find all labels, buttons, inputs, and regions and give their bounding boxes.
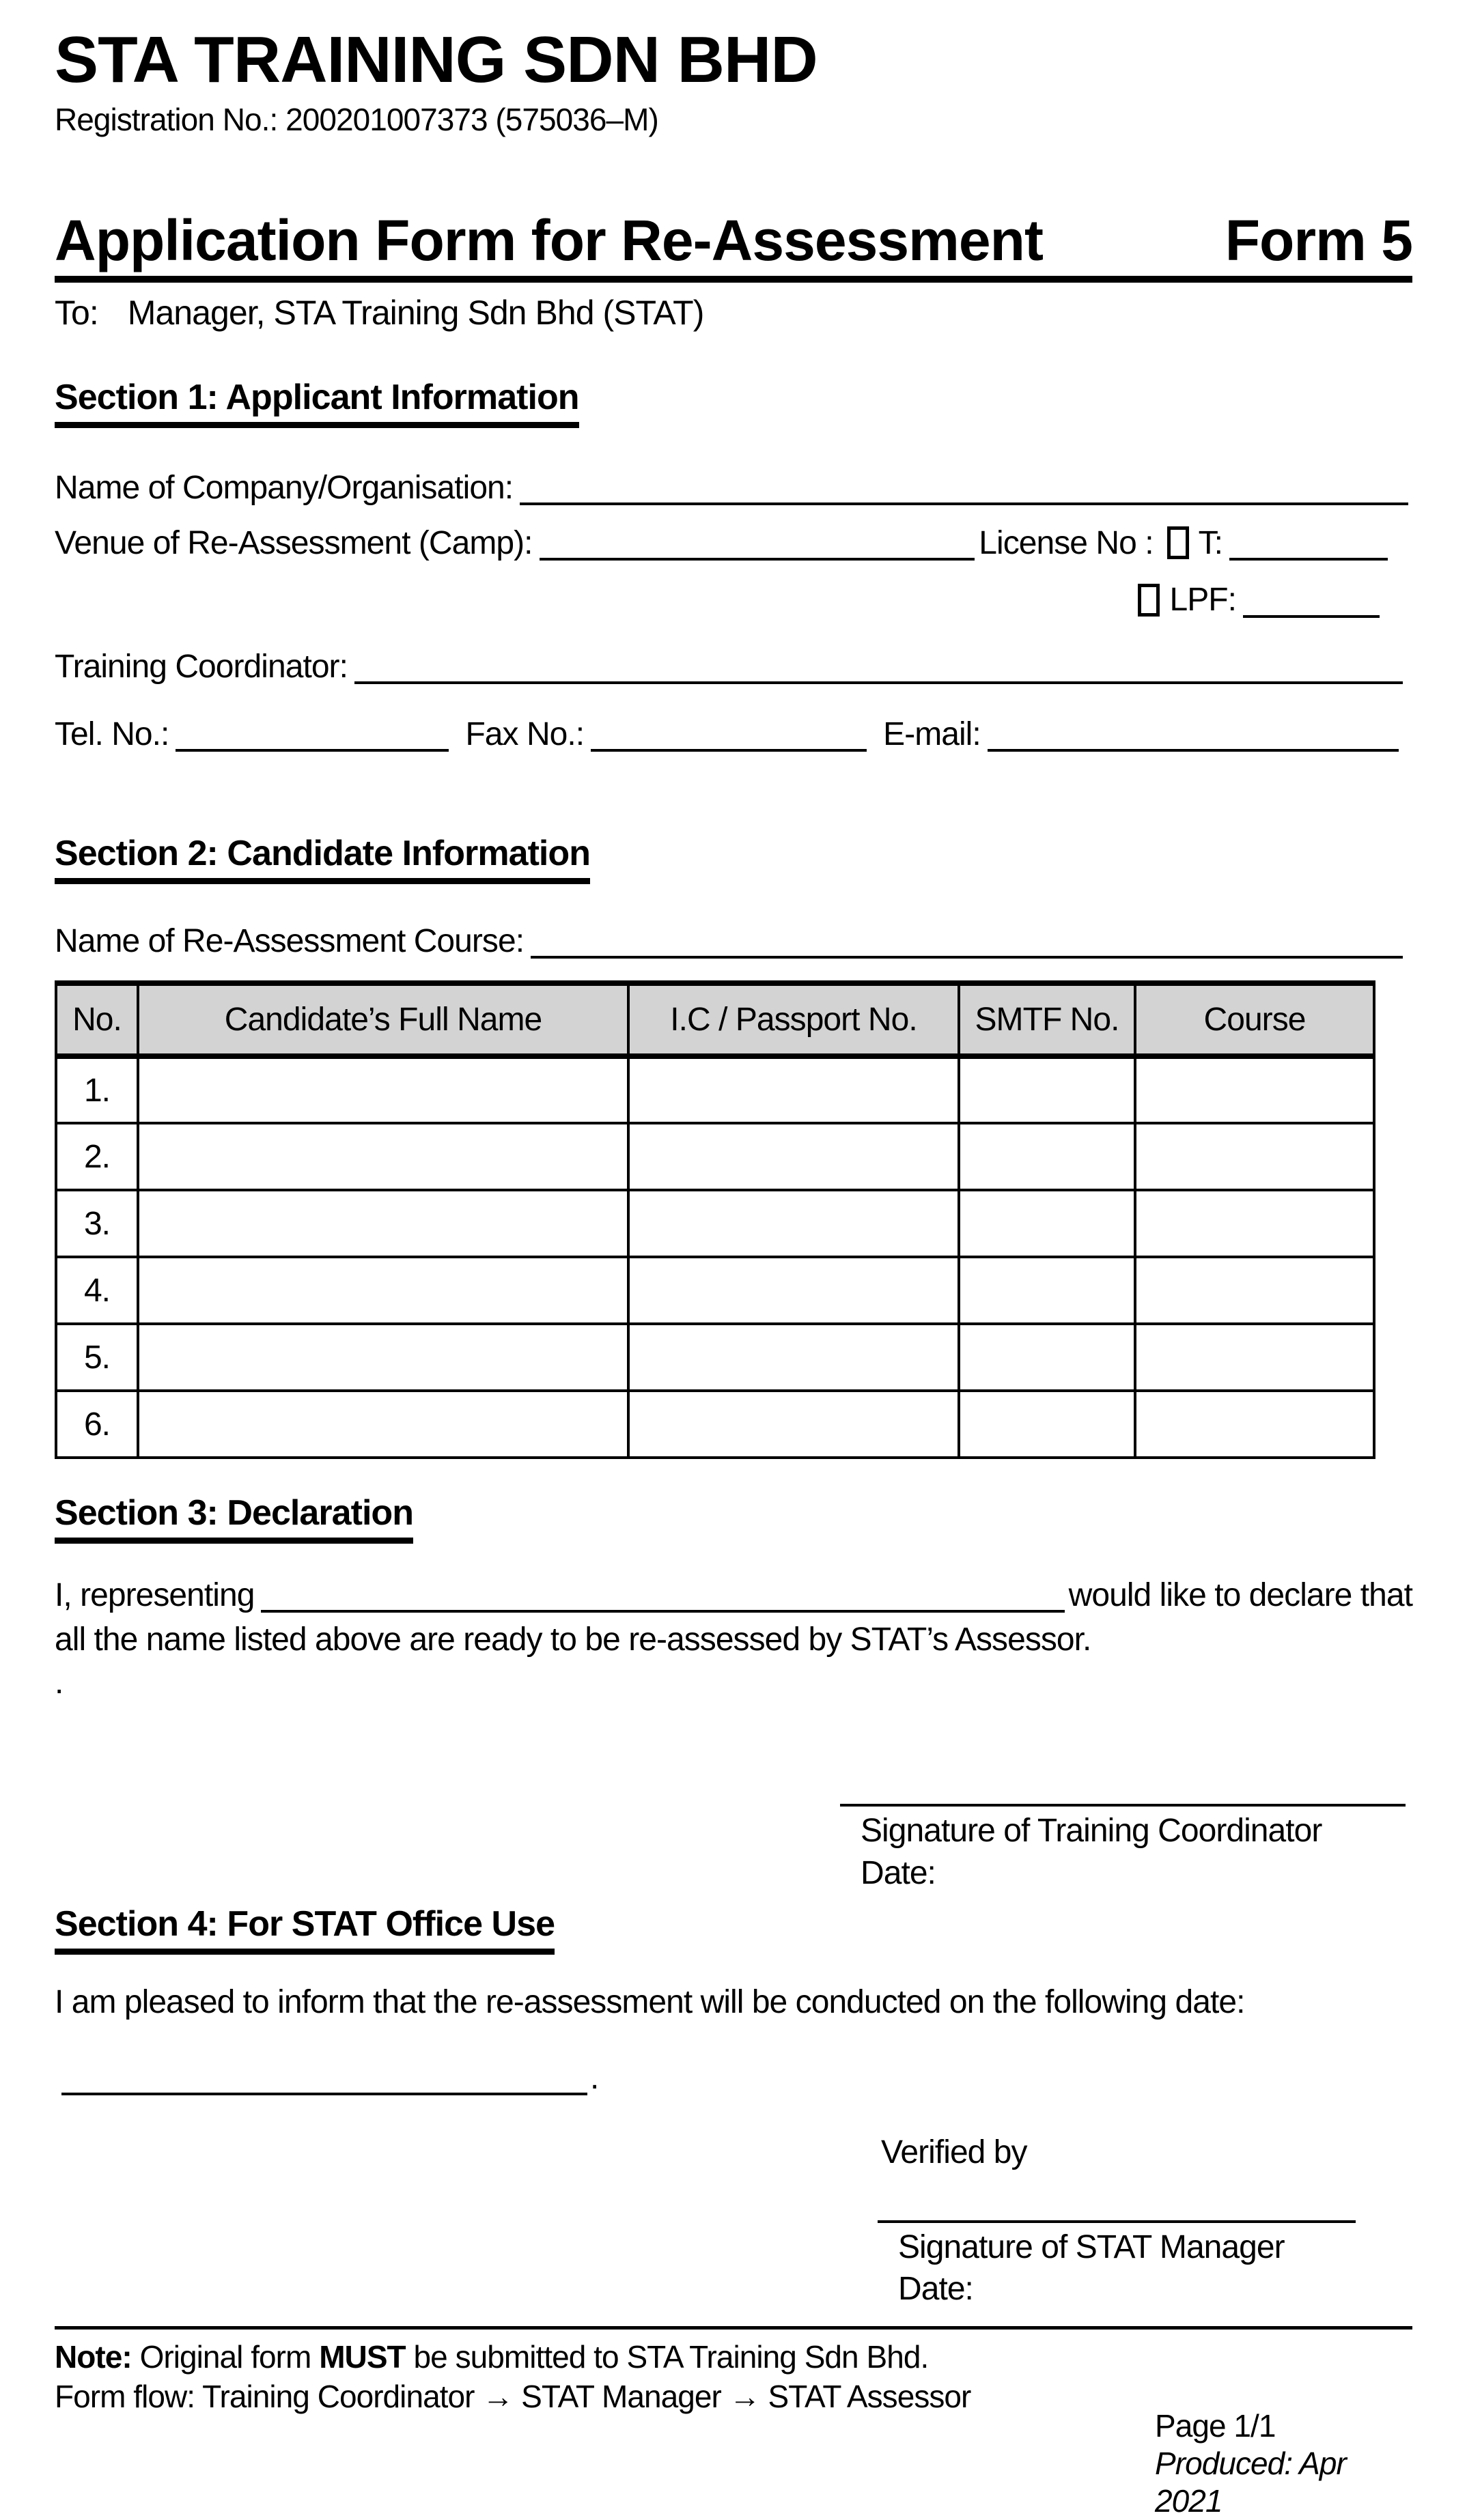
declaration-suffix: would like to declare that (1068, 1576, 1412, 1613)
smtf-no-cell[interactable] (959, 1391, 1135, 1458)
ic-passport-cell[interactable] (628, 1056, 959, 1123)
coordinator-date-label[interactable]: Date: (861, 1854, 936, 1891)
candidate-name-cell[interactable] (138, 1324, 628, 1391)
stray-period: . (55, 1665, 64, 1701)
col-header-smtf: SMTF No. (959, 983, 1135, 1056)
section1-heading: Section 1: Applicant Information (55, 378, 579, 428)
smtf-no-cell[interactable] (959, 1324, 1135, 1391)
col-header-ic-passport: I.C / Passport No. (628, 983, 959, 1056)
course-cell[interactable] (1135, 1123, 1374, 1190)
license-lpf-label: LPF: (1169, 582, 1236, 619)
course-field-row (55, 922, 1412, 960)
course-cell[interactable] (1135, 1324, 1374, 1391)
ic-passport-cell[interactable] (628, 1123, 959, 1190)
venue-field-label: Venue of Re-Assessment (Camp): (55, 525, 533, 562)
form-flow-line: Form flow: Training Coordinator → STAT Manager → STAT Assessor (55, 2379, 971, 2415)
to-line (55, 294, 1412, 333)
coordinator-field-label: Training Coordinator: (55, 648, 348, 685)
manager-signature-caption: Signature of STAT Manager (898, 2229, 1285, 2266)
section3 (55, 1493, 1412, 1544)
candidate-name-cell[interactable] (138, 1123, 628, 1190)
section3-heading: Section 3: Declaration (55, 1493, 413, 1544)
table-row (56, 1123, 1374, 1190)
license-t-input-line[interactable] (1229, 526, 1388, 561)
candidate-name-cell[interactable] (138, 1257, 628, 1324)
company-field-row (55, 469, 1412, 507)
manager-signature-block (878, 2220, 1356, 2308)
smtf-no-cell[interactable] (959, 1123, 1135, 1190)
row-number-cell: 6. (56, 1391, 138, 1458)
declaration-row (55, 1576, 1412, 1614)
manager-signature-line[interactable] (878, 2220, 1356, 2223)
email-label: E-mail: (883, 716, 981, 752)
candidate-name-cell[interactable] (138, 1190, 628, 1257)
page-number: Page 1/1 (1155, 2407, 1276, 2444)
col-header-full-name: Candidate’s Full Name (138, 983, 628, 1056)
col-header-no: No. (56, 983, 138, 1056)
table-row (56, 1391, 1374, 1458)
venue-input-line[interactable] (540, 526, 975, 561)
smtf-no-cell[interactable] (959, 1257, 1135, 1324)
to-value: Manager, STA Training Sdn Bhd (STAT) (127, 293, 704, 332)
course-input-line[interactable] (531, 924, 1403, 959)
fax-label: Fax No.: (465, 716, 585, 752)
lpf-field-row (55, 581, 1412, 619)
candidates-table-header-row (56, 983, 1374, 1056)
row-number-cell: 4. (56, 1257, 138, 1324)
footer (55, 2338, 1412, 2519)
reassessment-date-input-line[interactable] (61, 2061, 587, 2095)
footer-note (55, 2339, 1412, 2375)
note-body2: be submitted to STA Training Sdn Bhd. (405, 2338, 929, 2375)
ic-passport-cell[interactable] (628, 1257, 959, 1324)
row-number-cell: 3. (56, 1190, 138, 1257)
license-t-label: T: (1198, 525, 1222, 562)
table-row (56, 1324, 1374, 1391)
course-cell[interactable] (1135, 1391, 1374, 1458)
inform-text: I am pleased to inform that the re-assessment will be conducted on the following date: (55, 1983, 1245, 2020)
section4 (55, 1904, 1412, 1955)
coordinator-input-line[interactable] (354, 649, 1403, 683)
smtf-no-cell[interactable] (959, 1056, 1135, 1123)
note-body1: Original form (139, 2338, 320, 2375)
candidates-table (55, 980, 1375, 1459)
candidate-name-cell[interactable] (138, 1056, 628, 1123)
course-cell[interactable] (1135, 1190, 1374, 1257)
row-number-cell: 1. (56, 1056, 138, 1123)
registration-line: Registration No.: 200201007373 (575036–M) (55, 101, 658, 137)
table-row (56, 1056, 1374, 1123)
verified-by-label: Verified by (881, 2134, 1027, 2170)
note-label: Note: (55, 2338, 140, 2375)
coordinator-signature-caption: Signature of Training Coordinator (861, 1813, 1322, 1850)
ic-passport-cell[interactable] (628, 1391, 959, 1458)
tel-label: Tel. No.: (55, 716, 169, 752)
coordinator-field-row (55, 648, 1412, 685)
section4-heading: Section 4: For STAT Office Use (55, 1904, 555, 1955)
venue-field-row (55, 524, 1412, 562)
coordinator-signature-block (840, 1804, 1406, 1891)
contact-field-row (55, 716, 1412, 753)
form-title: Application Form for Re-Assessment (55, 208, 1043, 272)
section1 (55, 378, 1412, 428)
row-number-cell: 2. (56, 1123, 138, 1190)
coordinator-signature-line[interactable] (840, 1804, 1406, 1807)
note-must: MUST (319, 2338, 406, 2375)
form-number-badge: Form 5 (1225, 208, 1412, 272)
to-label: To: (55, 293, 98, 332)
manager-date-label[interactable]: Date: (898, 2271, 973, 2308)
candidate-name-cell[interactable] (138, 1391, 628, 1458)
license-t-checkbox-icon[interactable] (1167, 526, 1189, 559)
course-cell[interactable] (1135, 1257, 1374, 1324)
table-row (56, 1257, 1374, 1324)
company-title: STA TRAINING SDN BHD (55, 23, 818, 96)
ic-passport-cell[interactable] (628, 1190, 959, 1257)
col-header-course: Course (1135, 983, 1374, 1056)
smtf-no-cell[interactable] (959, 1190, 1135, 1257)
footer-divider (55, 2326, 1412, 2330)
section2 (55, 834, 1412, 884)
tel-input-line[interactable] (176, 718, 449, 752)
company-field-label: Name of Company/Organisation: (55, 469, 514, 506)
course-field-label: Name of Re-Assessment Course: (55, 922, 525, 959)
declaration-line2: all the name listed above are ready to be re-assessed by STAT’s Assessor. (55, 1622, 1091, 1658)
license-label: License No : (979, 525, 1154, 562)
row-number-cell: 5. (56, 1324, 138, 1391)
form-title-row (55, 208, 1412, 283)
license-lpf-checkbox-icon[interactable] (1138, 584, 1160, 617)
table-row (56, 1190, 1374, 1257)
ic-passport-cell[interactable] (628, 1324, 959, 1391)
representing-input-line[interactable] (261, 1578, 1064, 1613)
company-input-line[interactable] (520, 471, 1408, 505)
license-lpf-input-line[interactable] (1243, 583, 1380, 617)
course-cell[interactable] (1135, 1056, 1374, 1123)
date-line-period: . (590, 2059, 599, 2096)
fax-input-line[interactable] (591, 718, 867, 752)
declaration-prefix: I, representing (55, 1576, 255, 1613)
page-info-block (1155, 2407, 1412, 2520)
reassessment-date-row (55, 2059, 1412, 2097)
email-input-line[interactable] (988, 718, 1399, 752)
produced-date: Produced: Apr 2021 (1155, 2445, 1346, 2519)
section2-heading: Section 2: Candidate Information (55, 834, 590, 884)
